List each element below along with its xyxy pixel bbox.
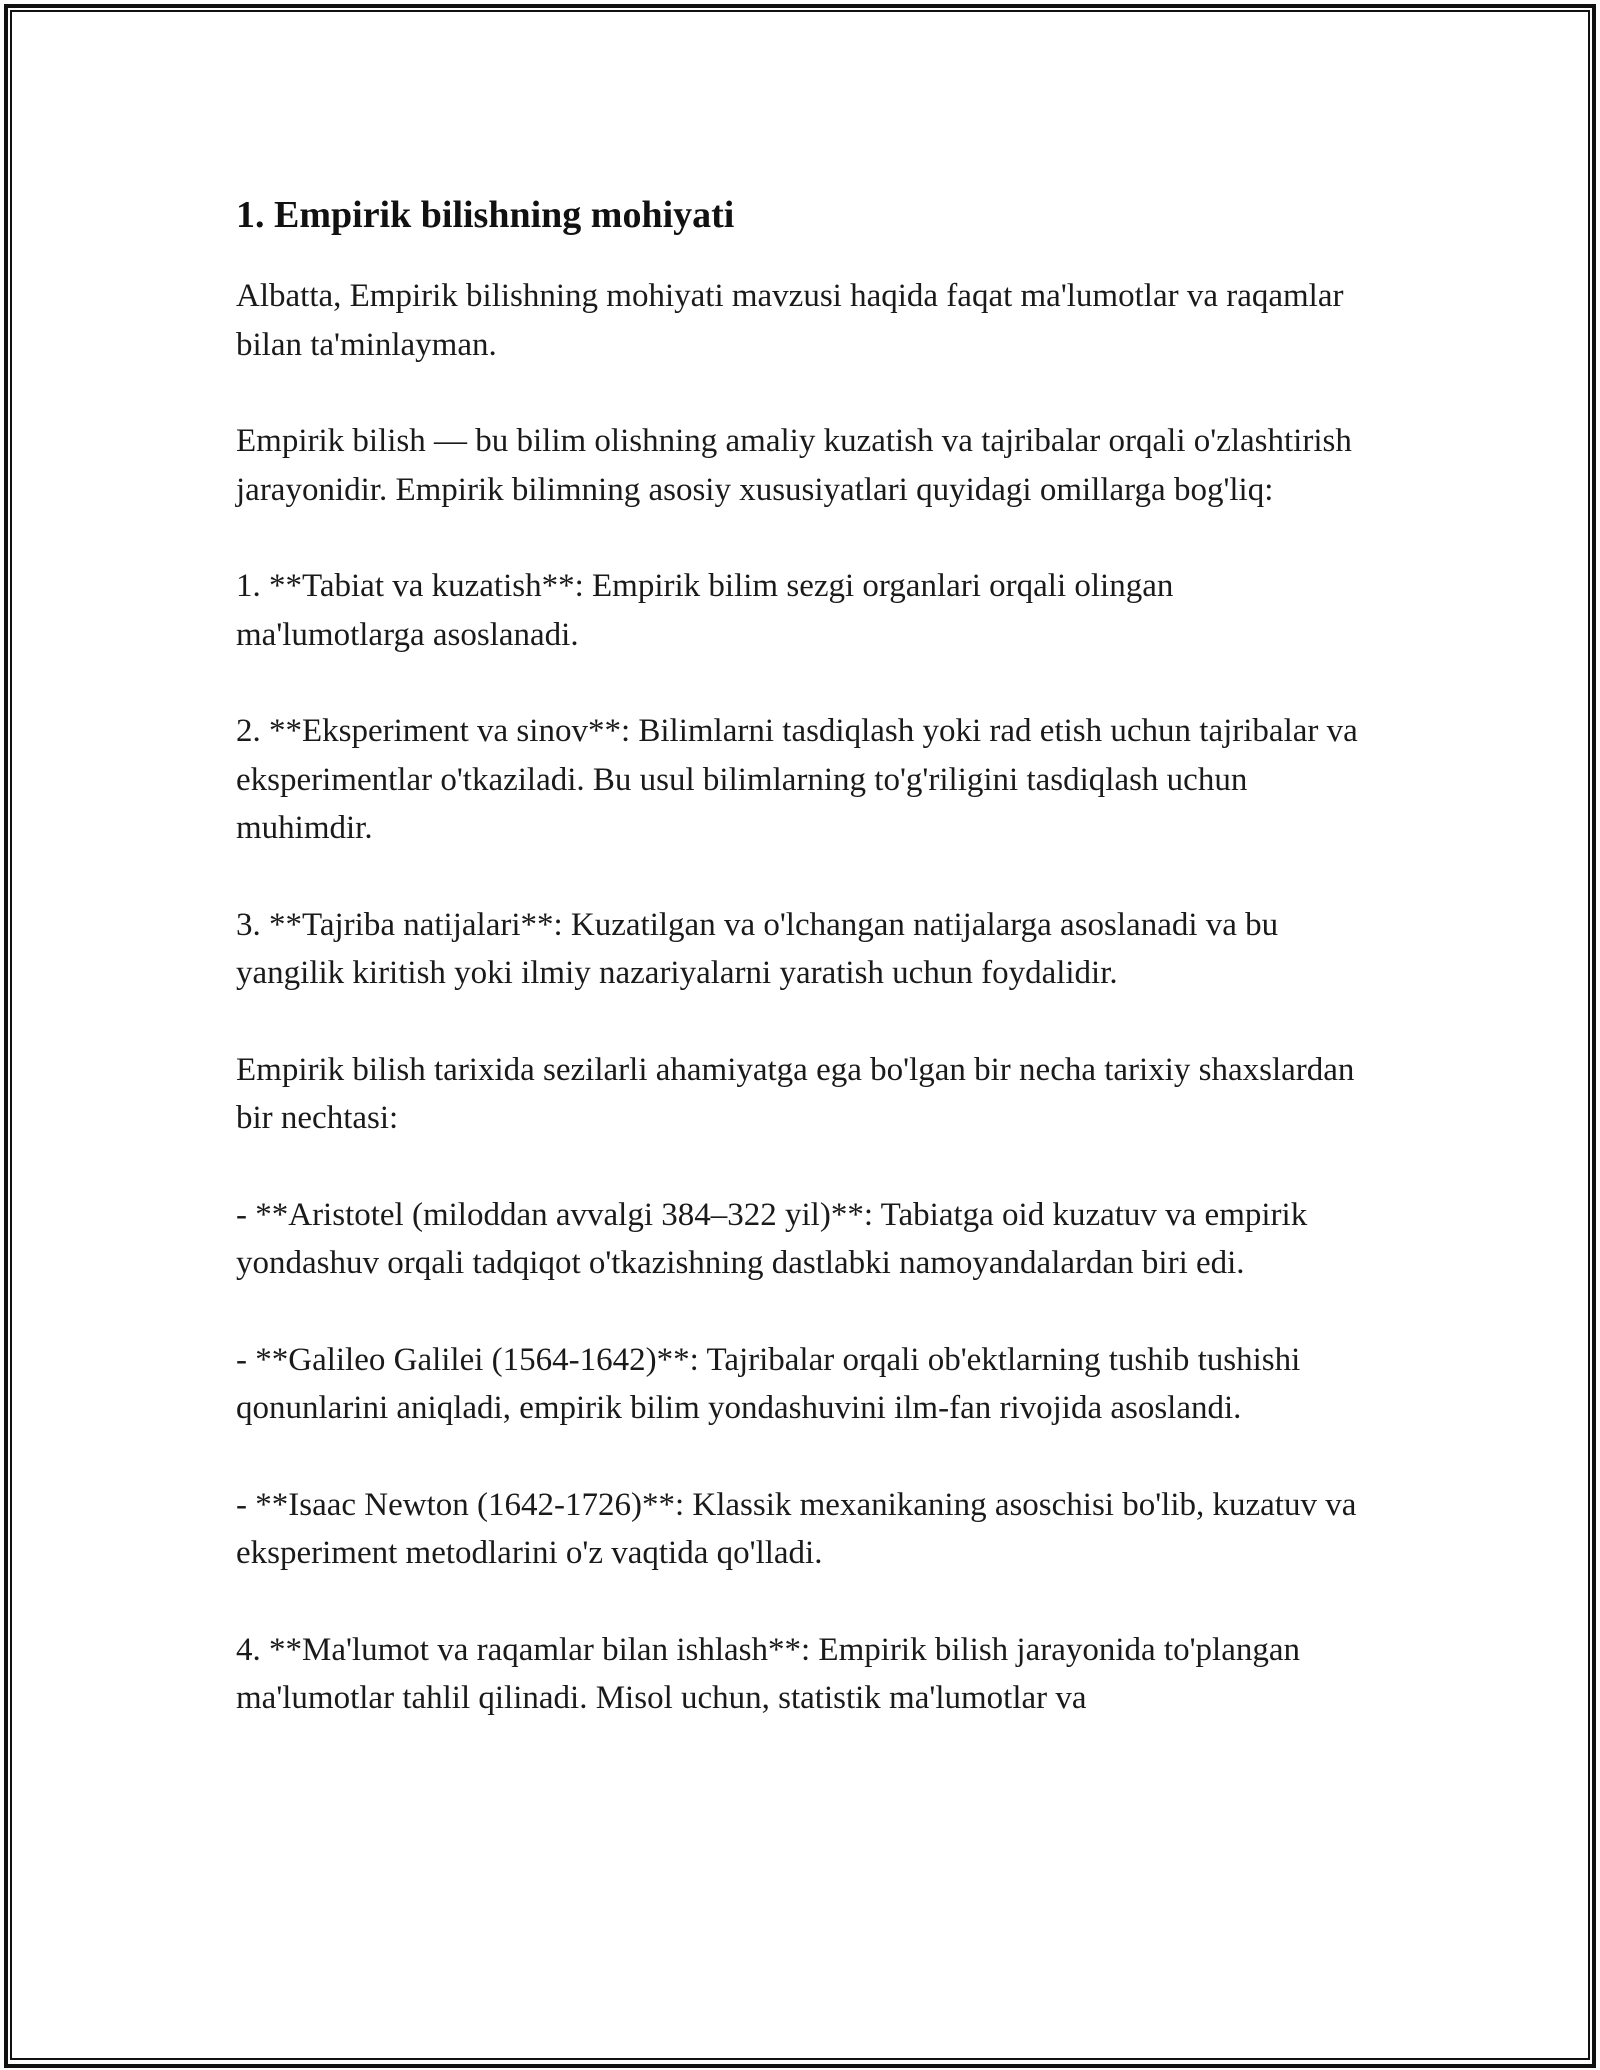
list-item-experiment: 2. **Eksperiment va sinov**: Bilimlarni tasdiqlash yoki rad etish uchun tajribalar va eksperimentlar o'tkaziladi. Bu usul bilimlarning to'g'riligini tasdiqlash uchun muhimdir. [236,713,1358,846]
document-page [236,186,1366,1723]
list-item-results: 3. **Tajriba natijalari**: Kuzatilgan va o'lchangan natijalarga asoslanadi va bu yangilik kiritish yoki ilmiy nazariyalarni yaratish uchun foydalidir. [236,906,1279,991]
list-item-data-analysis: 4. **Ma'lumot va raqamlar bilan ishlash**: Empirik bilish jarayonida to'plangan ma'lumotlar tahlil qilinadi. Misol uchun, statistik ma'lumotlar va [236,1631,1301,1716]
person-item-galileo: - **Galileo Galilei (1564-1642)**: Tajribalar orqali ob'ektlarning tushib tushishi qonunlarini aniqladi, empirik bilim yondashuvini ilm-fan rivojida asoslandi. [236,1341,1301,1426]
list-item-observation: 1. **Tabiat va kuzatish**: Empirik bilim sezgi organlari orqali olingan ma'lumotlarga asoslanadi. [236,568,1174,653]
person-item-aristotle: - **Aristotel (miloddan avvalgi 384–322 yil)**: Tabiatga oid kuzatuv va empirik yondashuv orqali tadqiqot o'tkazishning dastlabki namoyandalardan biri edi. [236,1196,1308,1281]
section-heading: 1. Empirik bilishning mohiyati [236,194,735,236]
person-item-newton: - **Isaac Newton (1642-1726)**: Klassik mexanikaning asoschisi bo'lib, kuzatuv va eksperiment metodlarini o'z vaqtida qo'lladi. [236,1486,1357,1571]
intro-paragraph: Albatta, Empirik bilishning mohiyati mavzusi haqida faqat ma'lumotlar va raqamlar bilan ta'minlayman. [236,278,1344,363]
definition-paragraph: Empirik bilish — bu bilim olishning amaliy kuzatish va tajribalar orqali o'zlashtirish jarayonidir. Empirik bilimning asosiy xususiyatlari quyidagi omillarga bog'liq: [236,423,1352,508]
history-intro-paragraph: Empirik bilish tarixida sezilarli ahamiyatga ega bo'lgan bir necha tarixiy shaxslardan bir nechtasi: [236,1051,1355,1136]
